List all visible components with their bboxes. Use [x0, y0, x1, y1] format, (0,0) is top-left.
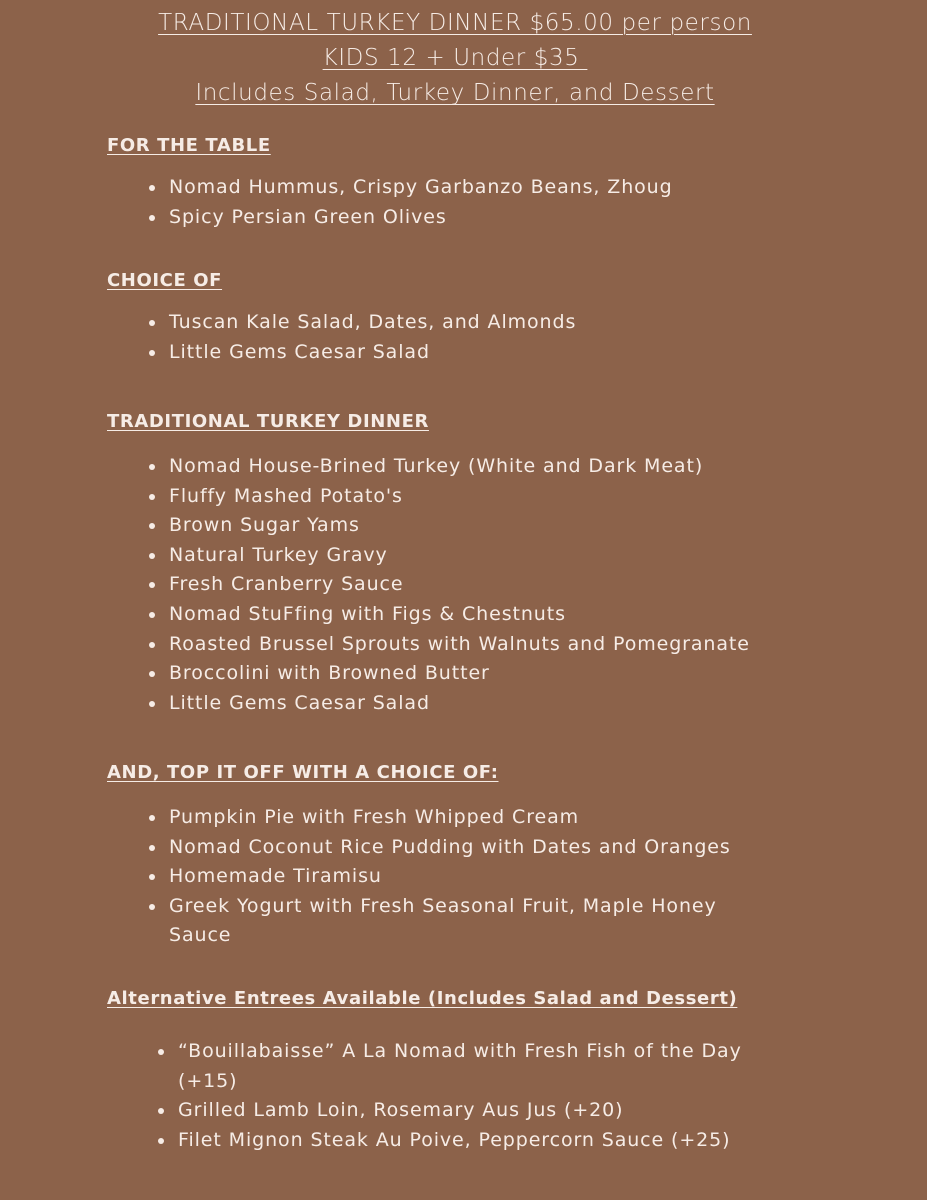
bullet-icon: [158, 1108, 164, 1114]
list-item: “Bouillabaisse” A La Nomad with Fresh Fish of the Day (+15): [107, 1037, 758, 1096]
list-item: Greek Yogurt with Fresh Seasonal Fruit, Maple Honey Sauce: [107, 892, 749, 951]
list-item: Nomad House-Brined Turkey (White and Dark Meat): [107, 452, 750, 482]
item-list: [107, 173, 673, 232]
bullet-icon: [149, 612, 155, 618]
list-item: Filet Mignon Steak Au Poive, Peppercorn Sauce (+25): [107, 1126, 758, 1156]
list-item: Natural Turkey Gravy: [107, 541, 750, 571]
bullet-icon: [149, 904, 155, 910]
list-item: Broccolini with Browned Butter: [107, 659, 750, 689]
bullet-icon: [149, 642, 155, 648]
item-list: [107, 452, 750, 718]
list-item: Pumpkin Pie with Fresh Whipped Cream: [107, 803, 749, 833]
list-item: Little Gems Caesar Salad: [107, 689, 750, 719]
kids-price: KIDS 12 + Under $35: [322, 45, 588, 71]
bullet-icon: [149, 494, 155, 500]
menu-header: [0, 6, 910, 111]
list-item: Nomad StuFfing with Figs & Chestnuts: [107, 600, 750, 630]
list-item: Little Gems Caesar Salad: [107, 338, 576, 368]
list-item: Tuscan Kale Salad, Dates, and Almonds: [107, 308, 576, 338]
list-item: Brown Sugar Yams: [107, 511, 750, 541]
list-item: Fluffy Mashed Potato's: [107, 482, 750, 512]
item-list: [107, 803, 749, 951]
menu-title: TRADITIONAL TURKEY DINNER $65.00 per person: [158, 10, 752, 36]
bullet-icon: [149, 464, 155, 470]
bullet-icon: [149, 701, 155, 707]
list-item: Homemade Tiramisu: [107, 862, 749, 892]
section-title: TRADITIONAL TURKEY DINNER: [107, 411, 429, 432]
section-title: Alternative Entrees Available (Includes Salad and Dessert): [107, 988, 738, 1009]
bullet-icon: [149, 671, 155, 677]
section-dessert: [107, 761, 749, 951]
list-item: Spicy Persian Green Olives: [107, 203, 673, 233]
item-list: [107, 308, 576, 367]
list-item: Nomad Hummus, Crispy Garbanzo Beans, Zhoug: [107, 173, 673, 203]
list-item: Grilled Lamb Loin, Rosemary Aus Jus (+20): [107, 1096, 758, 1126]
bullet-icon: [149, 320, 155, 326]
list-item: Nomad Coconut Rice Pudding with Dates and Oranges: [107, 833, 749, 863]
section-title: CHOICE OF: [107, 270, 223, 291]
section-title: AND, TOP IT OFF WITH A CHOICE OF:: [107, 762, 499, 783]
section-title: FOR THE TABLE: [107, 135, 271, 156]
bullet-icon: [158, 1049, 164, 1055]
section-choice-of: [107, 269, 576, 367]
bullet-icon: [149, 553, 155, 559]
section-alternatives: [107, 987, 758, 1155]
list-item: Fresh Cranberry Sauce: [107, 570, 750, 600]
bullet-icon: [158, 1138, 164, 1144]
bullet-icon: [149, 215, 155, 221]
bullet-icon: [149, 815, 155, 821]
bullet-icon: [149, 845, 155, 851]
bullet-icon: [149, 350, 155, 356]
bullet-icon: [149, 523, 155, 529]
section-turkey-dinner: [107, 410, 750, 718]
section-for-the-table: [107, 134, 673, 232]
bullet-icon: [149, 185, 155, 191]
includes-note: Includes Salad, Turkey Dinner, and Dessert: [195, 80, 715, 106]
item-list: [107, 1037, 758, 1155]
list-item: Roasted Brussel Sprouts with Walnuts and Pomegranate: [107, 630, 750, 660]
bullet-icon: [149, 874, 155, 880]
bullet-icon: [149, 582, 155, 588]
